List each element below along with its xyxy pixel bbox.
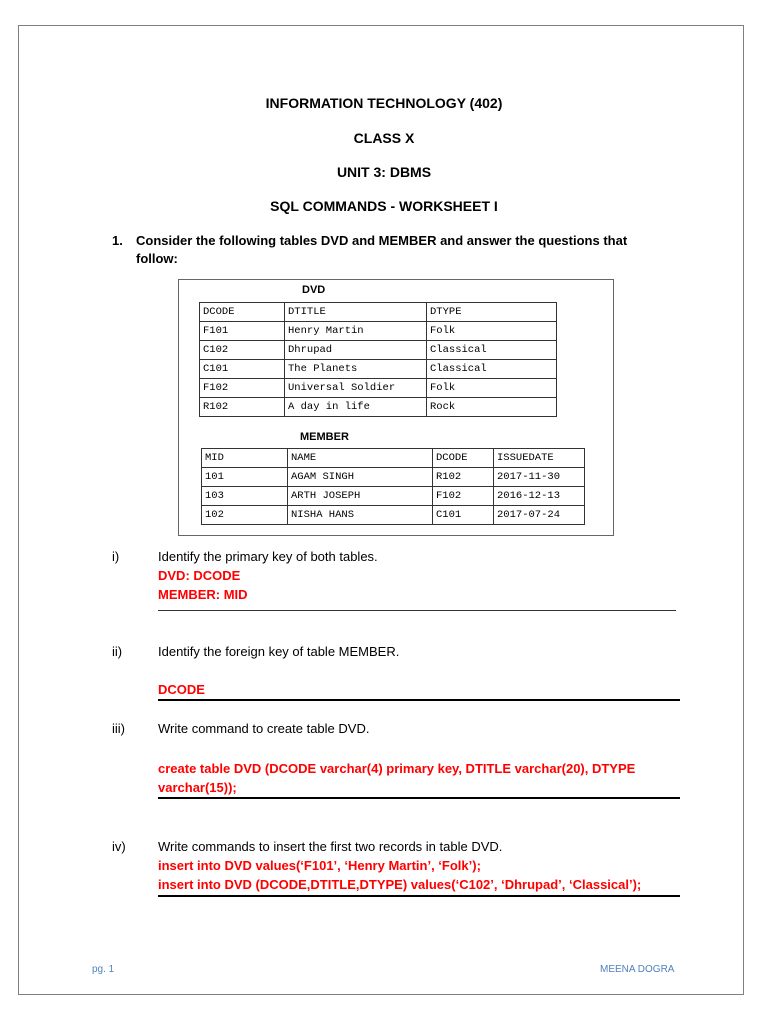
answer-line: insert into DVD (DCODE,DTITLE,DTYPE) values(‘C102’, ‘Dhrupad’, ‘Classical’); bbox=[158, 877, 642, 892]
table-cell: F101 bbox=[200, 322, 285, 341]
table-cell: Folk bbox=[427, 379, 557, 398]
column-header: ISSUEDATE bbox=[494, 449, 585, 468]
answer-rule bbox=[158, 797, 680, 799]
table-cell: C101 bbox=[433, 506, 494, 525]
table-cell: R102 bbox=[433, 468, 494, 487]
answer-line: insert into DVD values(‘F101’, ‘Henry Martin’, ‘Folk’); bbox=[158, 858, 481, 873]
table-cell: The Planets bbox=[285, 360, 427, 379]
member-table-header-row bbox=[202, 449, 585, 468]
subject-title: INFORMATION TECHNOLOGY (402) bbox=[265, 95, 503, 111]
dvd-table bbox=[199, 302, 557, 417]
table-cell: R102 bbox=[200, 398, 285, 417]
member-table-row bbox=[202, 468, 585, 487]
member-table bbox=[201, 448, 585, 525]
table-cell: NISHA HANS bbox=[288, 506, 433, 525]
dvd-table-caption: DVD bbox=[302, 284, 326, 296]
table-cell: F102 bbox=[433, 487, 494, 506]
part-iv-question: Write commands to insert the first two records in table DVD. bbox=[158, 839, 503, 854]
table-cell: Classical bbox=[427, 360, 557, 379]
part-ii-answer bbox=[158, 680, 205, 699]
column-header: MID bbox=[202, 449, 288, 468]
member-table-row bbox=[202, 506, 585, 525]
dvd-table-row bbox=[200, 341, 557, 360]
part-iii-answer bbox=[158, 759, 635, 797]
part-i-answer bbox=[158, 566, 248, 604]
table-cell: 2017-07-24 bbox=[494, 506, 585, 525]
part-iv-answer bbox=[158, 856, 641, 894]
table-cell: C101 bbox=[200, 360, 285, 379]
column-header: DCODE bbox=[433, 449, 494, 468]
part-iii-question: Write command to create table DVD. bbox=[158, 721, 370, 736]
member-table-row bbox=[202, 487, 585, 506]
answer-line: varchar(15)); bbox=[158, 780, 237, 795]
dvd-table-row bbox=[200, 360, 557, 379]
column-header: DTITLE bbox=[285, 303, 427, 322]
class-title: CLASS X bbox=[353, 130, 415, 146]
question-1-text: Consider the following tables DVD and MEMBER and answer the questions that follow: bbox=[136, 233, 628, 266]
table-cell: 101 bbox=[202, 468, 288, 487]
table-cell: 2016-12-13 bbox=[494, 487, 585, 506]
answer-line: create table DVD (DCODE varchar(4) primary key, DTITLE varchar(20), DTYPE bbox=[158, 761, 636, 776]
table-cell: 103 bbox=[202, 487, 288, 506]
table-cell: 102 bbox=[202, 506, 288, 525]
column-header: DCODE bbox=[200, 303, 285, 322]
part-ii-question: Identify the foreign key of table MEMBER. bbox=[158, 644, 400, 659]
part-iv-label: iv) bbox=[112, 839, 126, 854]
dvd-table-row bbox=[200, 398, 557, 417]
part-ii-label: ii) bbox=[112, 644, 123, 659]
part-i-question: Identify the primary key of both tables. bbox=[158, 549, 378, 564]
table-cell: 2017-11-30 bbox=[494, 468, 585, 487]
answer-rule bbox=[158, 699, 680, 701]
column-header: NAME bbox=[288, 449, 433, 468]
table-cell: Folk bbox=[427, 322, 557, 341]
author-name: MEENA DOGRA bbox=[600, 964, 675, 975]
part-iii-label: iii) bbox=[112, 721, 125, 736]
dvd-table-header-row bbox=[200, 303, 557, 322]
column-header: DTYPE bbox=[427, 303, 557, 322]
table-cell: C102 bbox=[200, 341, 285, 360]
table-cell: Rock bbox=[427, 398, 557, 417]
page-number: pg. 1 bbox=[92, 964, 115, 975]
table-cell: Universal Soldier bbox=[285, 379, 427, 398]
member-table-caption: MEMBER bbox=[300, 431, 349, 443]
answer-line: DCODE bbox=[158, 682, 205, 697]
answer-line: DVD: DCODE bbox=[158, 568, 241, 583]
dvd-table-row bbox=[200, 322, 557, 341]
answer-separator bbox=[158, 610, 676, 611]
table-cell: Dhrupad bbox=[285, 341, 427, 360]
table-cell: Henry Martin bbox=[285, 322, 427, 341]
answer-line: MEMBER: MID bbox=[158, 587, 248, 602]
table-cell: A day in life bbox=[285, 398, 427, 417]
answer-rule bbox=[158, 895, 680, 897]
table-cell: AGAM SINGH bbox=[288, 468, 433, 487]
dvd-table-row bbox=[200, 379, 557, 398]
table-cell: ARTH JOSEPH bbox=[288, 487, 433, 506]
question-1-number: 1. bbox=[112, 233, 123, 248]
table-cell: Classical bbox=[427, 341, 557, 360]
unit-title: UNIT 3: DBMS bbox=[336, 164, 432, 180]
question-1 bbox=[112, 232, 632, 268]
table-cell: F102 bbox=[200, 379, 285, 398]
worksheet-title: SQL COMMANDS - WORKSHEET I bbox=[270, 198, 498, 214]
part-i-label: i) bbox=[112, 549, 120, 564]
